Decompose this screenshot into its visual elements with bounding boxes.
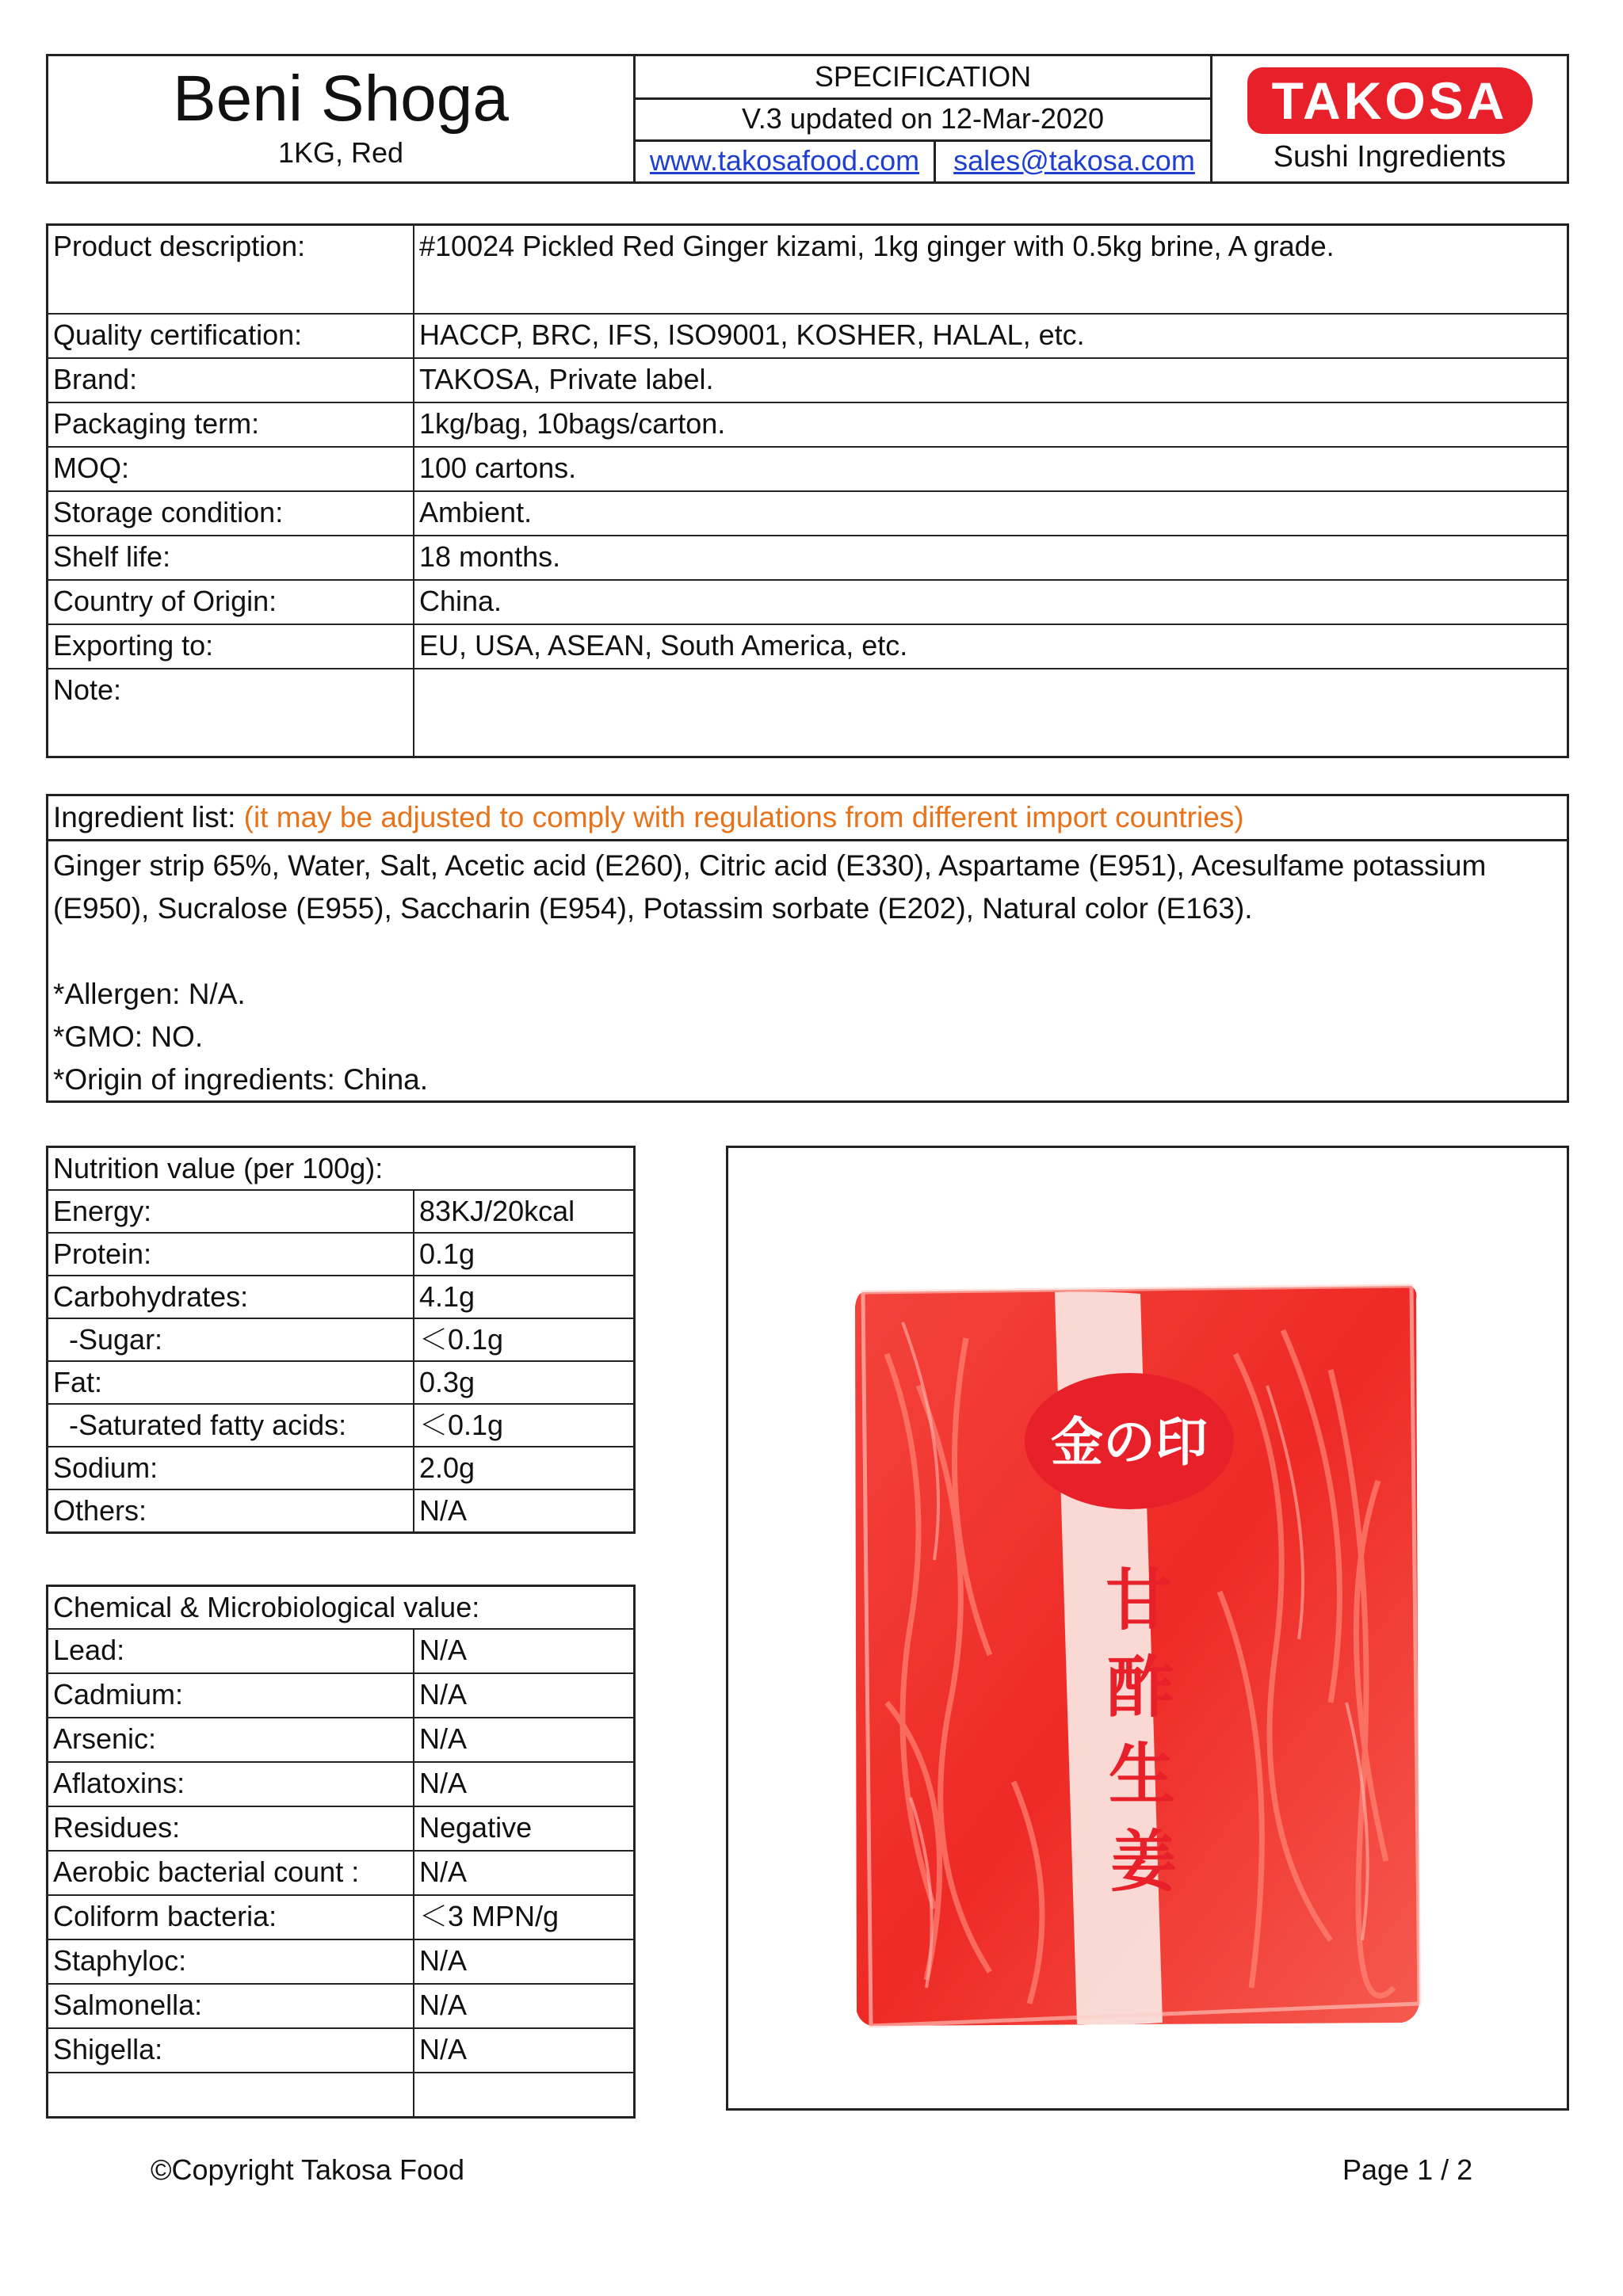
spec-row	[48, 624, 1568, 669]
chemical-row	[48, 1984, 635, 2028]
ingredient-list-line2: (E950), Sucralose (E955), Saccharin (E954), Potassim sorbate (E202), Natural color (E163).	[53, 892, 1253, 925]
spec-value: 18 months.	[414, 536, 1568, 580]
version-label: V.3 updated on 12-Mar-2020	[636, 98, 1210, 142]
chemical-row	[48, 1806, 635, 1851]
product-subtitle: 1KG, Red	[277, 136, 404, 169]
chemical-row	[48, 2073, 635, 2117]
product-image	[728, 1148, 1567, 2108]
spec-info-cell	[636, 56, 1212, 181]
spec-row	[48, 491, 1568, 536]
nutrition-value: 0.3g	[414, 1361, 635, 1404]
email-link[interactable]: sales@takosa.com	[953, 144, 1195, 177]
spec-label: Country of Origin:	[48, 580, 414, 624]
chemical-row	[48, 1851, 635, 1895]
nutrition-value: 83KJ/20kcal	[414, 1190, 635, 1233]
spec-table	[46, 223, 1569, 758]
spec-label: SPECIFICATION	[636, 56, 1210, 100]
copyright-text: ©Copyright Takosa Food	[151, 2153, 465, 2186]
page-number: Page 1 / 2	[1342, 2153, 1473, 2186]
chemical-value: N/A	[414, 1984, 635, 2028]
nutrition-label: Energy:	[48, 1190, 414, 1233]
chemical-label: Salmonella:	[48, 1984, 414, 2028]
spec-label: Brand:	[48, 358, 414, 402]
chemical-row	[48, 1939, 635, 1984]
chemical-row	[48, 1673, 635, 1718]
nutrition-table	[46, 1146, 636, 1534]
nutrition-label: Fat:	[48, 1361, 414, 1404]
ingredient-heading	[48, 796, 1567, 841]
nutrition-label: Others:	[48, 1489, 414, 1533]
takosa-logo: TAKOSA	[1247, 67, 1533, 134]
spec-label: Shelf life:	[48, 536, 414, 580]
nutrition-value: ＜0.1g	[414, 1404, 635, 1447]
label-char-3: 生	[1108, 1736, 1176, 1814]
spec-value: 1kg/bag, 10bags/carton.	[414, 402, 1568, 447]
spec-label: MOQ:	[48, 447, 414, 491]
spec-value: 100 cartons.	[414, 447, 1568, 491]
label-char-2: 酢	[1106, 1649, 1174, 1726]
nutrition-row	[48, 1318, 635, 1361]
nutrition-label: Sodium:	[48, 1447, 414, 1489]
ingredient-body	[48, 841, 1567, 1101]
chemical-heading: Chemical & Microbiological value:	[48, 1586, 635, 1630]
chemical-label: Aerobic bacterial count :	[48, 1851, 414, 1895]
chemical-value: Negative	[414, 1806, 635, 1851]
nutrition-row	[48, 1447, 635, 1489]
spec-value: Ambient.	[414, 491, 1568, 536]
chemical-label: Residues:	[48, 1806, 414, 1851]
chemical-label: Aflatoxins:	[48, 1762, 414, 1806]
chemical-row	[48, 1895, 635, 1939]
nutrition-row	[48, 1233, 635, 1276]
product-title-cell	[48, 56, 636, 181]
nutrition-label: -Saturated fatty acids:	[48, 1404, 414, 1447]
spec-value	[414, 669, 1568, 757]
nutrition-label: Protein:	[48, 1233, 414, 1276]
spec-row	[48, 314, 1568, 358]
chemical-label	[48, 2073, 414, 2117]
logo-cell	[1212, 56, 1567, 181]
chemical-value: N/A	[414, 1851, 635, 1895]
origin-line: *Origin of ingredients: China.	[53, 1063, 429, 1096]
website-link[interactable]: www.takosafood.com	[649, 144, 920, 177]
spec-row	[48, 447, 1568, 491]
spec-label: Exporting to:	[48, 624, 414, 669]
nutrition-row	[48, 1276, 635, 1318]
nutrition-value: ＜0.1g	[414, 1318, 635, 1361]
chemical-value: N/A	[414, 1629, 635, 1673]
chemical-label: Arsenic:	[48, 1718, 414, 1762]
nutrition-row	[48, 1489, 635, 1533]
spec-value: #10024 Pickled Red Ginger kizami, 1kg ginger with 0.5kg brine, A grade.	[414, 225, 1568, 314]
spec-value: EU, USA, ASEAN, South America, etc.	[414, 624, 1568, 669]
chemical-row	[48, 1762, 635, 1806]
spec-row	[48, 580, 1568, 624]
chemical-label: Lead:	[48, 1629, 414, 1673]
spec-row	[48, 402, 1568, 447]
ingredient-note: (it may be adjusted to comply with regulations from different import countries)	[243, 801, 1244, 833]
chemical-label: Staphyloc:	[48, 1939, 414, 1984]
contact-links	[636, 140, 1210, 181]
spec-row	[48, 225, 1568, 314]
spec-value: China.	[414, 580, 1568, 624]
gmo-line: *GMO: NO.	[53, 1020, 204, 1053]
product-image-box	[726, 1146, 1569, 2111]
spec-label: Product description:	[48, 225, 414, 314]
allergen-line: *Allergen: N/A.	[53, 978, 246, 1010]
chemical-label: Cadmium:	[48, 1673, 414, 1718]
label-top-text: 金の印	[1051, 1412, 1208, 1473]
spec-value: TAKOSA, Private label.	[414, 358, 1568, 402]
chemical-table	[46, 1585, 636, 2119]
spec-value: HACCP, BRC, IFS, ISO9001, KOSHER, HALAL, etc.	[414, 314, 1568, 358]
spec-row	[48, 358, 1568, 402]
nutrition-row	[48, 1361, 635, 1404]
nutrition-heading: Nutrition value (per 100g):	[48, 1147, 635, 1191]
chemical-label: Shigella:	[48, 2028, 414, 2073]
spec-label: Packaging term:	[48, 402, 414, 447]
label-char-1: 甘	[1105, 1562, 1173, 1639]
chemical-value: N/A	[414, 1939, 635, 1984]
nutrition-row	[48, 1190, 635, 1233]
chemical-value	[414, 2073, 635, 2117]
chemical-value: N/A	[414, 1762, 635, 1806]
chemical-row	[48, 1718, 635, 1762]
nutrition-label: Carbohydrates:	[48, 1276, 414, 1318]
spec-label: Storage condition:	[48, 491, 414, 536]
chemical-row	[48, 1629, 635, 1673]
nutrition-value: N/A	[414, 1489, 635, 1533]
ingredient-title: Ingredient list:	[53, 801, 236, 833]
nutrition-value: 4.1g	[414, 1276, 635, 1318]
label-char-4: 姜	[1109, 1823, 1178, 1901]
nutrition-heading-row	[48, 1147, 635, 1191]
chemical-label: Coliform bacteria:	[48, 1895, 414, 1939]
chemical-value: N/A	[414, 1673, 635, 1718]
nutrition-label: -Sugar:	[48, 1318, 414, 1361]
chemical-value: N/A	[414, 1718, 635, 1762]
ingredient-list-line1: Ginger strip 65%, Water, Salt, Acetic acid (E260), Citric acid (E330), Aspartame (E951), Acesulfame potassium	[53, 849, 1487, 882]
chemical-value: ＜3 MPN/g	[414, 1895, 635, 1939]
product-title: Beni Shoga	[172, 63, 509, 135]
header-block	[46, 54, 1569, 184]
nutrition-row	[48, 1404, 635, 1447]
chemical-row	[48, 2028, 635, 2073]
chemical-value: N/A	[414, 2028, 635, 2073]
spec-label: Quality certification:	[48, 314, 414, 358]
chemical-heading-row	[48, 1586, 635, 1630]
spec-label: Note:	[48, 669, 414, 757]
spec-row	[48, 669, 1568, 757]
spec-row	[48, 536, 1568, 580]
nutrition-value: 0.1g	[414, 1233, 635, 1276]
ingredient-section	[46, 794, 1569, 1103]
nutrition-value: 2.0g	[414, 1447, 635, 1489]
logo-subtitle: Sushi Ingredients	[1273, 140, 1507, 174]
